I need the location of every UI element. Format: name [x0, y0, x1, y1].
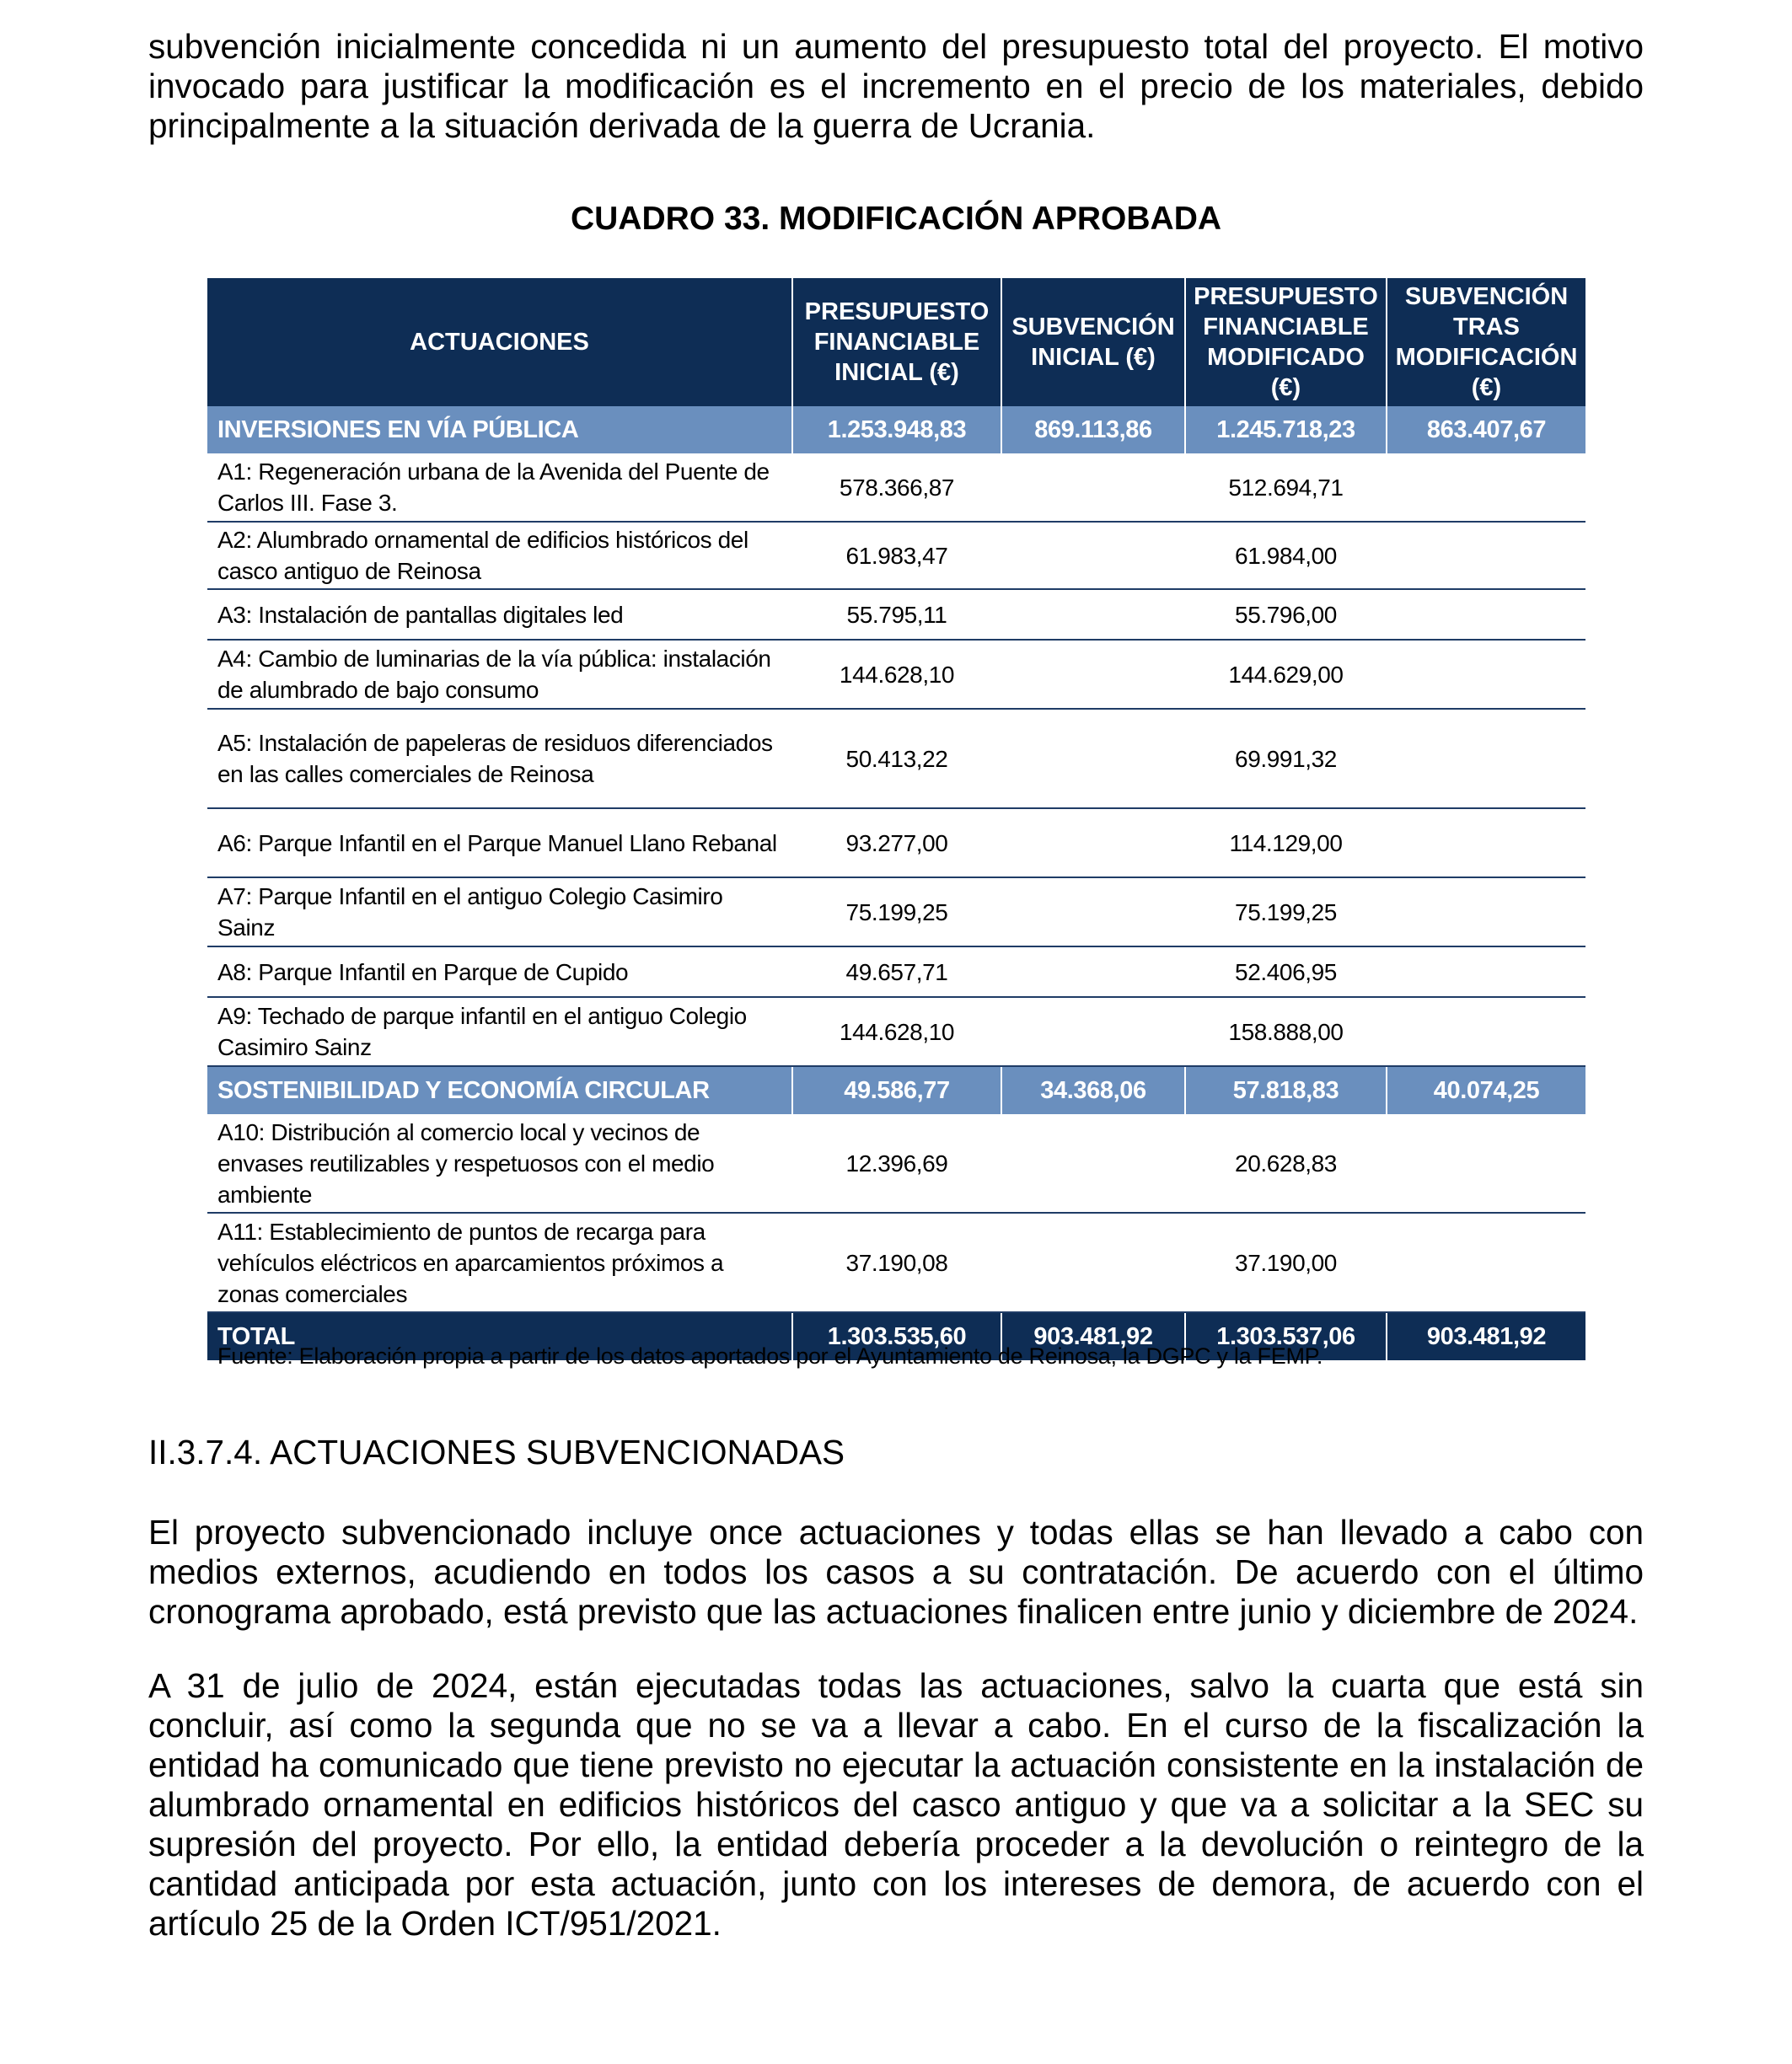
actuacion-cell: A1: Regeneración urbana de la Avenida del Puente de Carlos III. Fase 3. [207, 453, 792, 522]
section-heading: II.3.7.4. ACTUACIONES SUBVENCIONADAS [148, 1433, 845, 1472]
subvencion-inicial-cell: 903.481,92 [1001, 1312, 1185, 1360]
presupuesto-modificado-cell: 55.796,00 [1185, 589, 1387, 640]
subvencion-modificada-cell [1387, 877, 1585, 946]
actuacion-cell: TOTAL [207, 1312, 792, 1360]
presupuesto-inicial-cell: 144.628,10 [792, 640, 1001, 709]
actuacion-cell: INVERSIONES EN VÍA PÚBLICA [207, 406, 792, 453]
subvencion-modificada-cell [1387, 640, 1585, 709]
presupuesto-modificado-cell: 52.406,95 [1185, 946, 1387, 997]
subvencion-modificada-cell [1387, 946, 1585, 997]
table-title: CUADRO 33. MODIFICACIÓN APROBADA [570, 201, 1222, 237]
subvencion-inicial-cell: 869.113,86 [1001, 406, 1185, 453]
header-presupuesto-inicial: PRESUPUESTO FINANCIABLE INICIAL (€) [792, 278, 1001, 406]
presupuesto-modificado-cell: 114.129,00 [1185, 808, 1387, 877]
actuacion-cell: A3: Instalación de pantallas digitales led [207, 589, 792, 640]
presupuesto-modificado-cell: 1.303.537,06 [1185, 1312, 1387, 1360]
subvencion-inicial-cell [1001, 522, 1185, 589]
presupuesto-modificado-cell: 61.984,00 [1185, 522, 1387, 589]
header-subvencion-inicial: SUBVENCIÓN INICIAL (€) [1001, 278, 1185, 406]
header-subvencion-modificada: SUBVENCIÓN TRAS MODIFICACIÓN (€) [1387, 278, 1585, 406]
subvencion-inicial-cell [1001, 589, 1185, 640]
subvencion-modificada-cell [1387, 522, 1585, 589]
presupuesto-inicial-cell: 37.190,08 [792, 1213, 1001, 1312]
presupuesto-modificado-cell: 1.245.718,23 [1185, 406, 1387, 453]
actuacion-cell: A11: Establecimiento de puntos de recarga para vehículos eléctricos en aparcamientos próximos a zonas comerciales [207, 1213, 792, 1312]
subvencion-inicial-cell: 34.368,06 [1001, 1066, 1185, 1114]
subvencion-inicial-cell [1001, 1213, 1185, 1312]
table-row [207, 997, 1585, 1066]
subvencion-inicial-cell [1001, 946, 1185, 997]
presupuesto-modificado-cell: 512.694,71 [1185, 453, 1387, 522]
actuacion-cell: A8: Parque Infantil en Parque de Cupido [207, 946, 792, 997]
presupuesto-modificado-cell: 75.199,25 [1185, 877, 1387, 946]
subvencion-modificada-cell: 40.074,25 [1387, 1066, 1585, 1114]
presupuesto-modificado-cell: 37.190,00 [1185, 1213, 1387, 1312]
intro-paragraph: subvención inicialmente concedida ni un aumento del presupuesto total del proyecto. El motivo invocado para justificar la modificación es el incremento en el precio de los materiales, debido principalmente a la situación derivada de la guerra de Ucrania. [148, 27, 1644, 145]
subvencion-inicial-cell [1001, 1114, 1185, 1213]
presupuesto-inicial-cell: 75.199,25 [792, 877, 1001, 946]
presupuesto-inicial-cell: 1.303.535,60 [792, 1312, 1001, 1360]
actuacion-cell: A10: Distribución al comercio local y vecinos de envases reutilizables y respetuosos con el medio ambiente [207, 1114, 792, 1213]
actuacion-cell: A4: Cambio de luminarias de la vía pública: instalación de alumbrado de bajo consumo [207, 640, 792, 709]
presupuesto-inicial-cell: 93.277,00 [792, 808, 1001, 877]
subvencion-inicial-cell [1001, 709, 1185, 808]
presupuesto-inicial-cell: 144.628,10 [792, 997, 1001, 1066]
presupuesto-modificado-cell: 69.991,32 [1185, 709, 1387, 808]
presupuesto-inicial-cell: 61.983,47 [792, 522, 1001, 589]
presupuesto-modificado-cell: 144.629,00 [1185, 640, 1387, 709]
subvencion-inicial-cell [1001, 997, 1185, 1066]
table-group-row [207, 406, 1585, 453]
presupuesto-modificado-cell: 20.628,83 [1185, 1114, 1387, 1213]
subvencion-inicial-cell [1001, 877, 1185, 946]
table-group-row [207, 1066, 1585, 1114]
source-note: Fuente: Elaboración propia a partir de los datos aportados por el Ayuntamiento de Reinosa, la DGPC y la FEMP. [217, 1343, 1323, 1369]
table-body [207, 406, 1585, 1360]
table-row [207, 946, 1585, 997]
table-row [207, 709, 1585, 808]
subvencion-modificada-cell [1387, 453, 1585, 522]
presupuesto-inicial-cell: 55.795,11 [792, 589, 1001, 640]
table-row [207, 808, 1585, 877]
table-header-row [207, 278, 1585, 406]
body-paragraph-1: El proyecto subvencionado incluye once actuaciones y todas ellas se han llevado a cabo con medios externos, acudiendo en todos los casos a su contratación. De acuerdo con el último cronograma aprobado, está previsto que las actuaciones finalicen entre junio y diciembre de 2024. [148, 1513, 1644, 1631]
subvencion-modificada-cell [1387, 709, 1585, 808]
header-presupuesto-modificado: PRESUPUESTO FINANCIABLE MODIFICADO (€) [1185, 278, 1387, 406]
table-row [207, 522, 1585, 589]
subvencion-modificada-cell: 863.407,67 [1387, 406, 1585, 453]
presupuesto-inicial-cell: 1.253.948,83 [792, 406, 1001, 453]
table-row [207, 640, 1585, 709]
presupuesto-inicial-cell: 578.366,87 [792, 453, 1001, 522]
presupuesto-inicial-cell: 49.586,77 [792, 1066, 1001, 1114]
actuacion-cell: A9: Techado de parque infantil en el antiguo Colegio Casimiro Sainz [207, 997, 792, 1066]
actuacion-cell: SOSTENIBILIDAD Y ECONOMÍA CIRCULAR [207, 1066, 792, 1114]
subvencion-modificada-cell [1387, 997, 1585, 1066]
table-row [207, 1213, 1585, 1312]
subvencion-inicial-cell [1001, 808, 1185, 877]
presupuesto-modificado-cell: 158.888,00 [1185, 997, 1387, 1066]
table-row [207, 453, 1585, 522]
subvencion-inicial-cell [1001, 453, 1185, 522]
table-row [207, 1114, 1585, 1213]
budget-table [207, 278, 1585, 1360]
subvencion-modificada-cell [1387, 808, 1585, 877]
presupuesto-inicial-cell: 49.657,71 [792, 946, 1001, 997]
subvencion-modificada-cell: 903.481,92 [1387, 1312, 1585, 1360]
actuacion-cell: A5: Instalación de papeleras de residuos diferenciados en las calles comerciales de Reinosa [207, 709, 792, 808]
presupuesto-inicial-cell: 12.396,69 [792, 1114, 1001, 1213]
presupuesto-inicial-cell: 50.413,22 [792, 709, 1001, 808]
presupuesto-modificado-cell: 57.818,83 [1185, 1066, 1387, 1114]
actuacion-cell: A7: Parque Infantil en el antiguo Colegio Casimiro Sainz [207, 877, 792, 946]
subvencion-inicial-cell [1001, 640, 1185, 709]
subvencion-modificada-cell [1387, 589, 1585, 640]
subvencion-modificada-cell [1387, 1114, 1585, 1213]
body-paragraph-2: A 31 de julio de 2024, están ejecutadas todas las actuaciones, salvo la cuarta que está sin concluir, así como la segunda que no se va a llevar a cabo. En el curso de la fiscalización la entidad ha comunicado que tiene previsto no ejecutar la actuación consistente en la instalación de alumbrado ornamental en edificios históricos del casco antiguo y que va a solicitar a la SEC su supresión del proyecto. Por ello, la entidad debería proceder a la devolución o reintegro de la cantidad anticipada por esta actuación, junto con los intereses de demora, de acuerdo con el artículo 25 de la Orden ICT/951/2021. [148, 1666, 1644, 1943]
table-row [207, 877, 1585, 946]
actuacion-cell: A6: Parque Infantil en el Parque Manuel Llano Rebanal [207, 808, 792, 877]
subvencion-modificada-cell [1387, 1213, 1585, 1312]
header-actuaciones: ACTUACIONES [207, 278, 792, 406]
table-row [207, 589, 1585, 640]
actuacion-cell: A2: Alumbrado ornamental de edificios históricos del casco antiguo de Reinosa [207, 522, 792, 589]
